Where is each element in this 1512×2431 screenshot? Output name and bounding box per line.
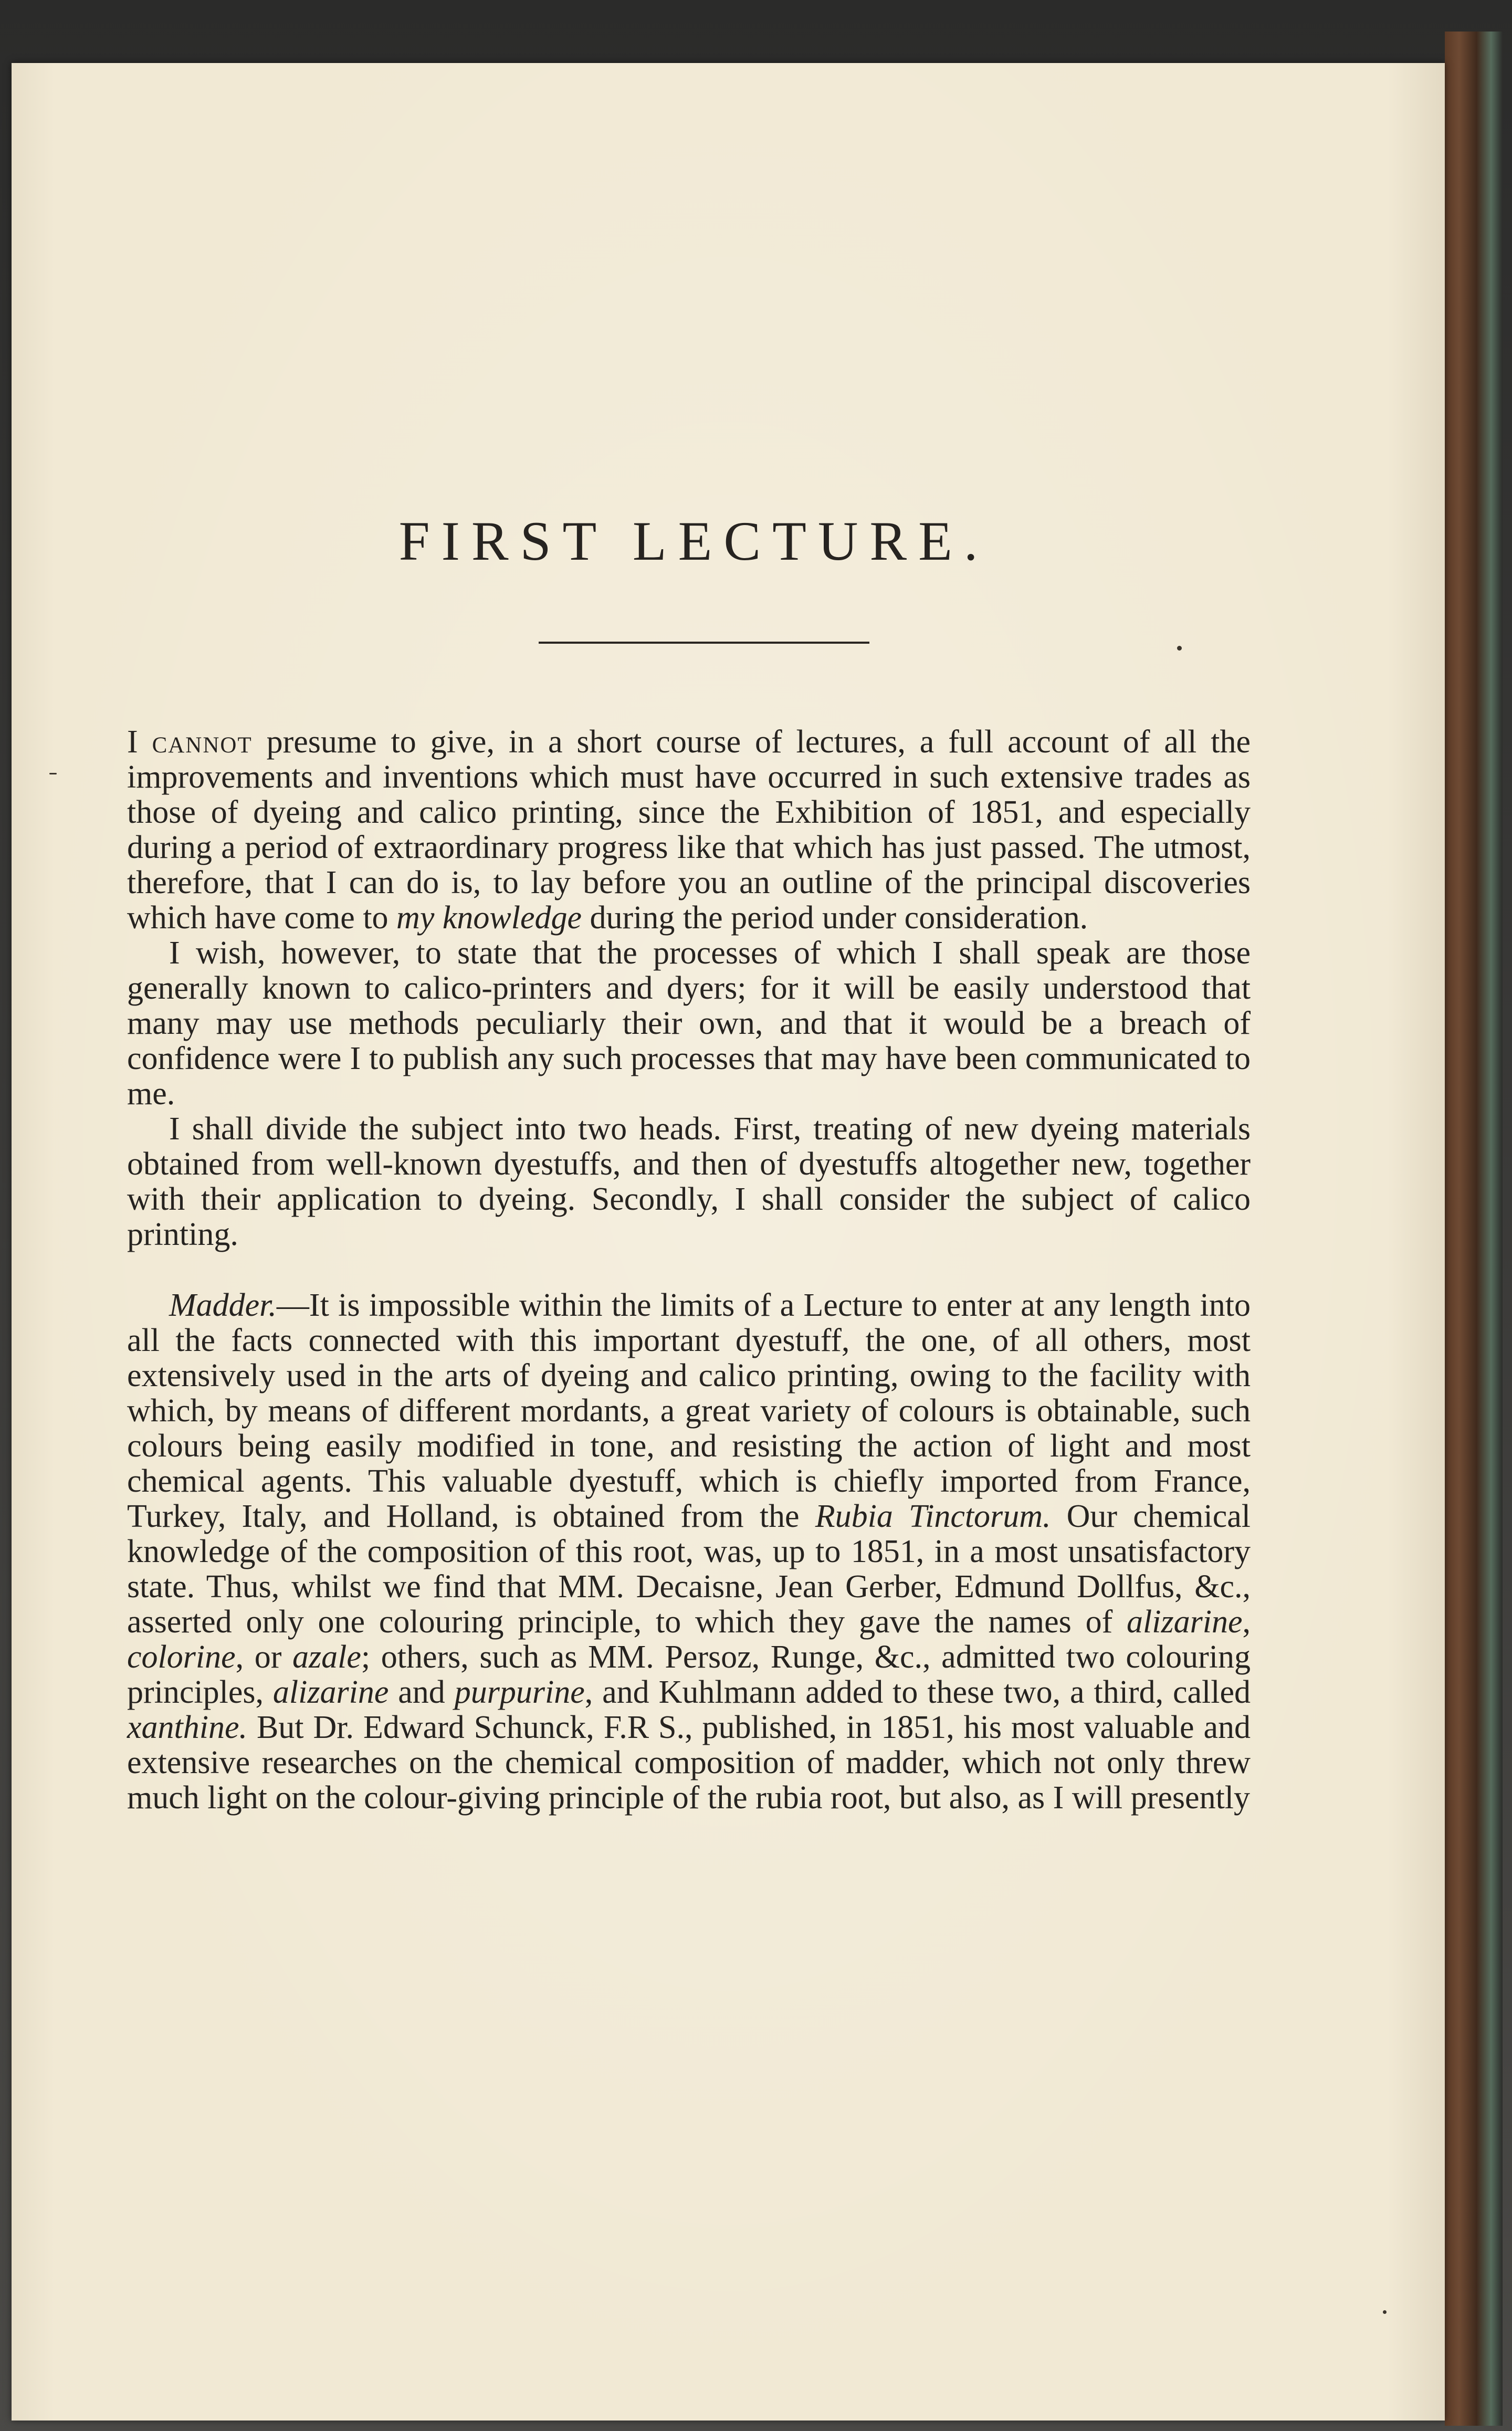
madder-italic: alizarine [272, 1674, 389, 1710]
madder-text: , and Kuhlmann added to these two, a third, called [584, 1674, 1251, 1710]
body-text [127, 725, 1251, 1816]
madder-text: , [1242, 1604, 1251, 1640]
madder-text: —It is impossible within the limits of a Lecture to enter at any length into all the facts connected with this important dyestuff, the one, of all others, most extensively used in the arts of dyeing and calico printing, owing to the facility with which, by means of different mordants, a great variety of colours is obtainable, such colours being easily modified in tone, and resisting the action of light and most chemical agents. This valuable dyestuff, which is chiefly imported from France, Turkey, Italy, and Holland, is obtained from the [127, 1287, 1251, 1534]
madder-text: ; others, such as MM. Persoz, Runge, &c., admitted two colouring principles, [127, 1639, 1251, 1710]
intro-lead: I [127, 724, 138, 760]
madder-italic: purpurine [454, 1674, 585, 1710]
page-margin-mark [49, 773, 57, 774]
page-speck [1177, 646, 1182, 651]
intro-italic: my knowledge [396, 900, 582, 936]
title-divider [539, 642, 869, 644]
intro-text-end: during the period under consideration. [581, 900, 1088, 936]
paragraph-madder [127, 1288, 1251, 1816]
madder-italic: colorine [127, 1639, 236, 1675]
madder-italic: alizarine [1127, 1604, 1243, 1640]
madder-text: , or [235, 1639, 293, 1675]
madder-italic: azale [292, 1639, 361, 1675]
madder-italic: xanthine. [127, 1710, 247, 1745]
intro-text: presume to give, in a short course of lectures, a full account of all the improvements and inventions which must have occurred in such extensive trades as those of dyeing and calico printing, since the Exhibition of 1851, and especially during a period of extraordinary progress like that which has just passed. The utmost, therefore, that I can do is, to lay before you an outline of the principal discoveries which have come to [127, 724, 1251, 936]
madder-heading: Madder. [169, 1287, 277, 1323]
madder-text: Our chemical knowledge of the composition of this root, was, up to 1851, in a most unsatisfactory state. Thus, whilst we find that MM. Decaisne, Jean Gerber, Edmund Dollfus, &c., asserted only one colouring principle, to which they gave the names of [127, 1499, 1251, 1640]
lecture-title: FIRST LECTURE. [398, 510, 990, 572]
book-cover-edge [1445, 32, 1503, 2426]
page-speck [1383, 2310, 1387, 2314]
madder-italic: Rubia Tinctorum. [815, 1499, 1051, 1534]
paragraph-division: I shall divide the subject into two heads. First, treating of new dyeing materials obtained from well-known dyestuffs, and then of dyestuffs altogether new, together with their application to dyeing. Secondly, I shall consider the subject of calico printing. [127, 1111, 1251, 1252]
madder-text: and [388, 1674, 455, 1710]
paragraph-intro [127, 725, 1251, 936]
madder-text: But Dr. Edward Schunck, F.R S., published, in 1851, his most valuable and extensive researches on the chemical composition of madder, which not only threw much light on the colour-giving principle of the rubia root, but also, as I will presently [127, 1710, 1251, 1816]
intro-smallcaps: cannot [152, 724, 253, 760]
paragraph-disclaimer: I wish, however, to state that the processes of which I shall speak are those generally known to calico-printers and dyers; for it will be easily understood that many may use methods peculiarly their own, and that it would be a breach of confidence were I to publish any such processes that may have been communicated to me. [127, 935, 1251, 1112]
book-page [12, 63, 1445, 2420]
